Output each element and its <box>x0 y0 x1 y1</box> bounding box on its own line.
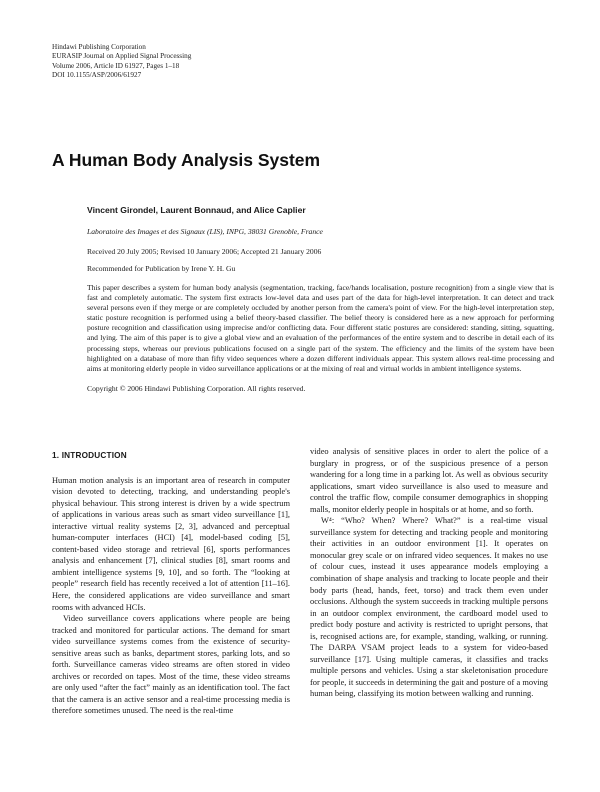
body-paragraph: W⁴: “Who? When? Where? What?” is a real-time visual surveillance system for detecting and tracking people and monitoring their activities in an outdoor environment [1]. It operates on monocular grey scale or on infrared video sequences. It makes no use of colour cues, instead it uses appearance models employing a combination of shape analysis and tracking to locate people and their body parts (head, hands, feet, torso) and track them even under occlusions. Although the system succeeds in tracking multiple persons in an outdoor complex environment, the cardboard model used to predict body posture and activity is restricted to upright persons, that is, recognised actions are, for example, standing, walking, or running. The DARPA VSAM project leads to a system for video-based surveillance [17]. Using multiple cameras, it classifies and tracks multiple persons and vehicles. Using a star skeletonisation procedure for people, it succeeds in determining the gait and posture of a moving human being, classifying its motion between walking and running. <box>310 516 548 699</box>
section-heading: 1. INTRODUCTION <box>52 451 127 460</box>
doi-line: DOI 10.1155/ASP/2006/61927 <box>52 71 142 80</box>
recommendation: Recommended for Publication by Irene Y. H. Gu <box>87 264 236 273</box>
submission-dates: Received 20 July 2005; Revised 10 January 2006; Accepted 21 January 2006 <box>87 247 322 256</box>
body-paragraph: video analysis of sensitive places in order to alert the police of a burglary in progress, or of the suspicious presence of a person wandering for a long time in a parking lot. As well as obvious security applications, smart video surveillance is also used to measure and control the traffic flow, compile consumer demographics in shopping malls, monitor elderly people in hospitals or at home, and so forth. <box>310 447 548 514</box>
front-matter <box>87 205 554 394</box>
affiliation: Laboratoire des Images et des Signaux (LIS), INPG, 38031 Grenoble, France <box>87 227 323 236</box>
body-paragraph: Human motion analysis is an important area of research in computer vision devoted to detecting, tracking, and understanding people's physical behaviour. This strong interest is driven by a wide spectrum of applications in various areas such as smart video surveillance [1], interactive virtual reality systems [2, 3], advanced and perceptual human-computer interfaces (HCI) [4], model-based coding [5], content-based video storage and retrieval [6], sports performances analysis and enhancement [7], clinical studies [8], smart rooms and ambient intelligence systems [9, 10], and so forth. The “looking at people” research field has recently received a lot of attention [11–16]. Here, the considered applications are video surveillance and smart rooms with advanced HCIs. <box>52 475 290 612</box>
author-list: Vincent Girondel, Laurent Bonnaud, and Alice Caplier <box>87 205 306 215</box>
left-column <box>52 450 290 717</box>
abstract: This paper describes a system for human body analysis (segmentation, tracking, face/hands localisation, posture recognition) from a single view that is fast and completely automatic. The system first extracts low-level data and uses part of the data for high-level interpretation. It can detect and track several persons even if they merge or are completely occluded by another person from the camera's point of view. For the high-level interpretation step, static posture recognition is performed using a belief theory-based classifier. The belief theory is considered here as a new approach for performing posture recognition and classification using imprecise and/or conflicting data. Four different static postures are considered: standing, sitting, squatting, and lying. The aim of this paper is to give a global view and an evaluation of the performances of the entire system and to describe in detail each of its processing steps, whereas our previous publications focused on a single part of the system. The efficiency and the limits of the system have been highlighted on a database of more than fifty video sequences where a dozen different individuals appear. This system allows real-time processing and aims at monitoring elderly people in video surveillance applications or at the mixing of real and virtual worlds in ambient intelligence systems. <box>87 283 554 373</box>
body-paragraph: Video surveillance covers applications where people are being tracked and monitored for particular actions. The demand for smart video surveillance systems comes from the existence of security-sensitive areas such as banks, department stores, parking lots, and so forth. Surveillance cameras video streams are often stored in video archives or recorded on tapes. Most of the time, these video streams are only used “after the fact” mainly as an identification tool. The fact that the camera is an active sensor and a real-time processing media is therefore sometimes unused. The need is the real-time <box>52 614 290 716</box>
publisher-line: Hindawi Publishing Corporation <box>52 43 146 51</box>
volume-line: Volume 2006, Article ID 61927, Pages 1–18 <box>52 61 180 70</box>
copyright-notice: Copyright © 2006 Hindawi Publishing Corporation. All rights reserved. <box>87 383 306 393</box>
journal-masthead <box>52 43 191 81</box>
paper-title: A Human Body Analysis System <box>52 150 321 170</box>
journal-line: EURASIP Journal on Applied Signal Processing <box>52 52 192 61</box>
right-column <box>310 446 548 700</box>
